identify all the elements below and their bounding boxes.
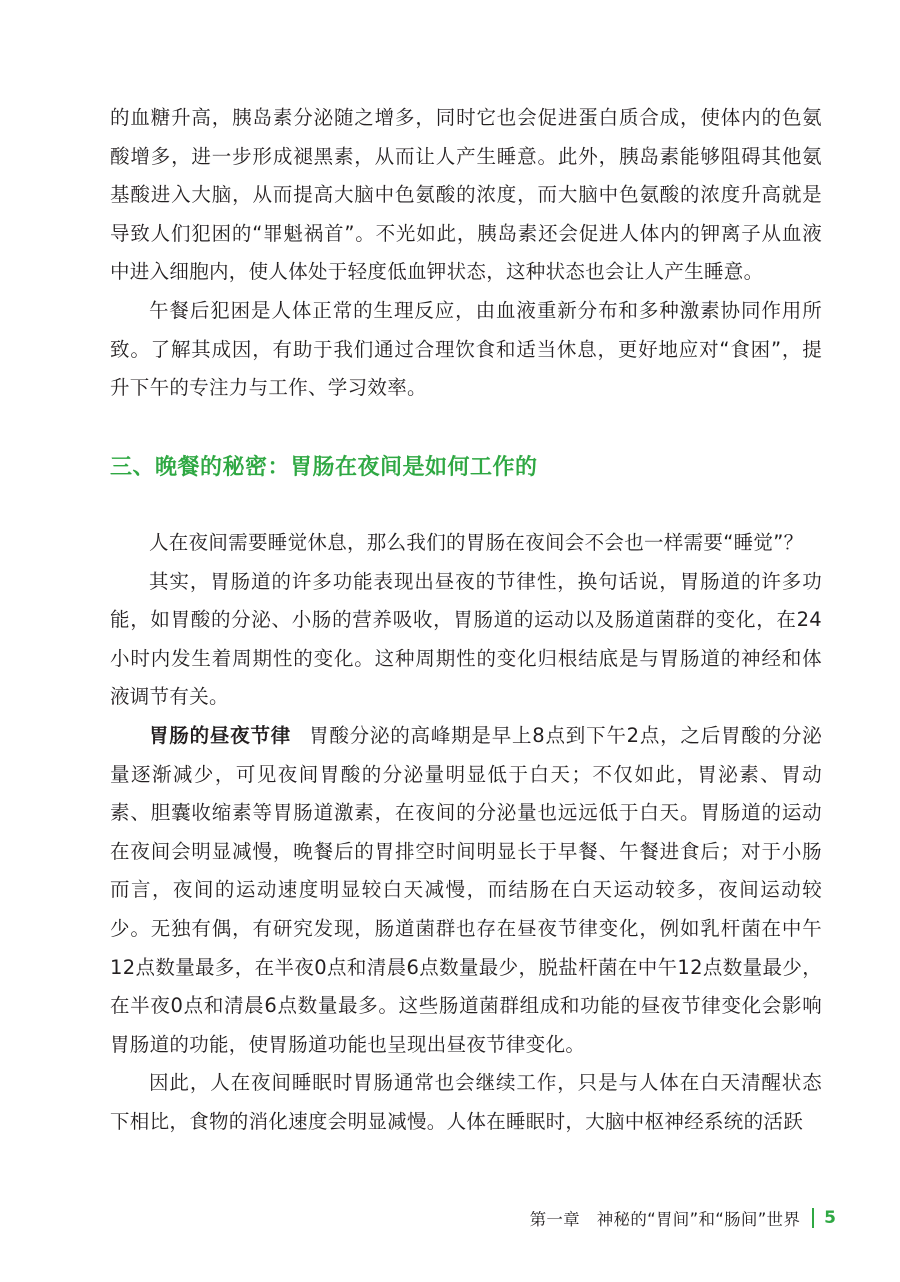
chapter-title: 第一章 神秘的“胃间”和“肠间”世界	[529, 1210, 801, 1229]
paragraph-body: 胃酸分泌的高峰期是早上8点到下午2点，之后胃酸的分泌量逐渐减少，可见夜间胃酸的分泌量明显低于白天；不仅如此，胃泌素、胃动素、胆囊收缩素等胃肠道激素，在夜间的分泌量也远远低于白天。胃肠道的运动在夜间会明显减慢，晚餐后的胃排空时间明显长于早餐、午餐进食后；对于小肠而言，夜间的运动速度明显较白天减慢，而结肠在白天运动较多，夜间运动较少。无独有偶，有研究发现，肠道菌群也存在昼夜节律变化，例如乳杆菌在中午12点数量最多，在半夜0点和清晨6点数量最少，脱盐杆菌在中午12点数量最少，在半夜0点和清晨6点数量最多。这些肠道菌群组成和功能的昼夜节律变化会影响胃肠道的功能，使胃肠道功能也呈现出昼夜节律变化。	[110, 723, 822, 1056]
page-number: 5	[824, 1208, 836, 1228]
body-text-bottom	[110, 524, 822, 1142]
paragraph-lead-heading: 胃肠的昼夜节律	[149, 723, 292, 747]
paragraph: 人在夜间需要睡觉休息，那么我们的胃肠在夜间会不会也一样需要“睡觉”？	[149, 531, 804, 554]
section-heading: 三、晚餐的秘密：胃肠在夜间是如何工作的	[110, 455, 538, 480]
paragraph: 午餐后犯困是人体正常的生理反应，由血液重新分布和多种激素协同作用所致。了解其成因，有助于我们通过合理饮食和适当休息，更好地应对“食困”，提升下午的专注力与工作、学习效率。	[110, 298, 822, 400]
page-footer	[530, 1206, 836, 1230]
paragraph: 其实，胃肠道的许多功能表现出昼夜的节律性，换句话说，胃肠道的许多功能，如胃酸的分泌、小肠的营养吸收，胃肠道的运动以及肠道菌群的变化，在24小时内发生着周期性的变化。这种周期性的变化归根结底是与胃肠道的神经和体液调节有关。	[110, 569, 822, 709]
footer-divider	[812, 1208, 814, 1228]
paragraph	[110, 717, 822, 1064]
paragraph: 的血糖升高，胰岛素分泌随之增多，同时它也会促进蛋白质合成，使体内的色氨酸增多，进一步形成褪黑素，从而让人产生睡意。此外，胰岛素能够阻碍其他氨基酸进入大脑，从而提高大脑中色氨酸的浓度，而大脑中色氨酸的浓度升高就是导致人们犯困的“罪魁祸首”。不光如此，胰岛素还会促进人体内的钾离子从血液中进入细胞内，使人体处于轻度低血钾状态，这种状态也会让人产生睡意。	[110, 106, 822, 284]
paragraph: 因此，人在夜间睡眠时胃肠通常也会继续工作，只是与人体在白天清醒状态下相比，食物的消化速度会明显减慢。人体在睡眠时，大脑中枢神经系统的活跃	[110, 1071, 822, 1133]
body-text-top	[110, 99, 822, 408]
